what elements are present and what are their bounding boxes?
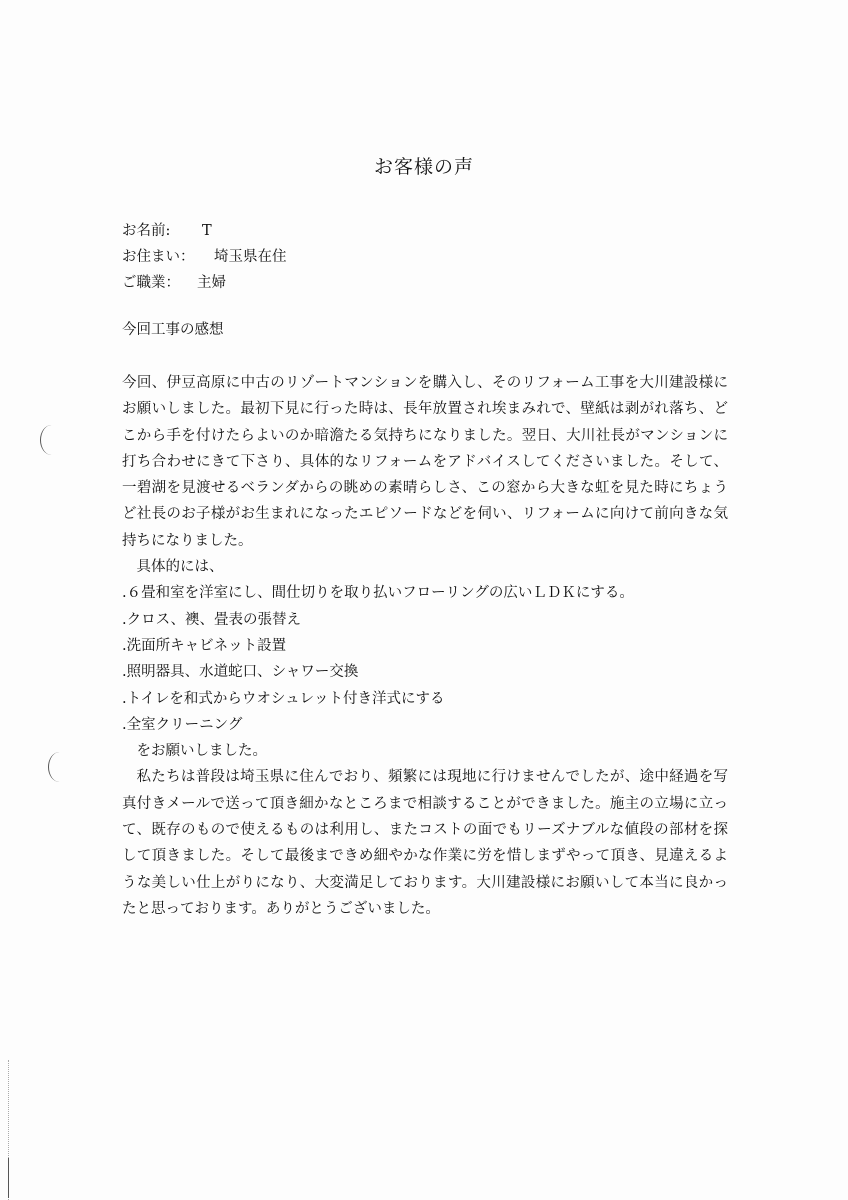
- list-intro: 具体的には、: [136, 559, 224, 576]
- section-heading: 今回工事の感想: [122, 322, 224, 338]
- occupation-value: 主婦: [197, 275, 226, 291]
- paragraph-closing: 私たちは普段は埼玉県に住んでおり、頻繁には現地に行けませんでしたが、途中経過を写真付きメールで送って頂き細かなところまで相談することができました。施主の立場に立って、既存のもので使えるものは利用し、またコストの面でもリーズナブルな値段の部材を探して頂きました。そして最後まできめ細やかな作業に労を惜しまずやって頂き、見違えるような美しい仕上がりになり、大変満足しております。大川建設様にお願いして本当に良かったと思っております。ありがとうございました。: [122, 769, 728, 917]
- list-item: .全室クリーニング: [122, 716, 243, 733]
- paragraph-intro: 今回、伊豆高原に中古のリゾートマンションを購入し、そのリフォーム工事を大川建設様にお願いしました。最初下見に行った時は、長年放置され埃まみれで、壁紙は剥がれ落ち、どこから手を付けたらよいのか暗澹たる気持ちになりました。翌日、大川社長がマンションに打ち合わせにきて下さり、具体的なリフォームをアドバイスしてくださいました。そして、一碧湖を見渡せるベランダからの眺めの素晴らしさ、この窓から大きな虹を見た時にちょうど社長のお子様がお生まれになったエピソードなどを伺い、リフォームに向けて前向きな気持ちになりました。: [122, 375, 728, 549]
- list-item: .６畳和室を洋室にし、間仕切りを取り払いフローリングの広いＬＤＫにする。: [122, 585, 634, 602]
- scan-edge-line: [8, 1158, 9, 1198]
- list-item: .トイレを和式からウオシュレット付き洋式にする: [122, 690, 445, 707]
- list-item: .洗面所キャビネット設置: [122, 637, 287, 654]
- name-value: T: [202, 223, 212, 239]
- residence-label: お住まい：: [122, 249, 195, 265]
- list-close: をお願いしました。: [136, 743, 267, 760]
- residence-value: 埼玉県在住: [214, 249, 287, 265]
- testimonial-body: [122, 370, 728, 922]
- residence-row: [122, 244, 287, 270]
- document-title: お客様の声: [373, 156, 474, 178]
- list-item: .照明器具、水道蛇口、シャワー交換: [122, 664, 359, 681]
- customer-info: [122, 218, 287, 296]
- list-item: .クロス、襖、畳表の張替え: [122, 611, 302, 628]
- occupation-label: ご職業：: [122, 275, 180, 291]
- punch-hole-mark: [40, 425, 63, 455]
- punch-hole-mark: [48, 752, 71, 782]
- name-row: [122, 218, 287, 244]
- name-label: お名前:: [122, 223, 171, 239]
- occupation-row: [122, 270, 287, 296]
